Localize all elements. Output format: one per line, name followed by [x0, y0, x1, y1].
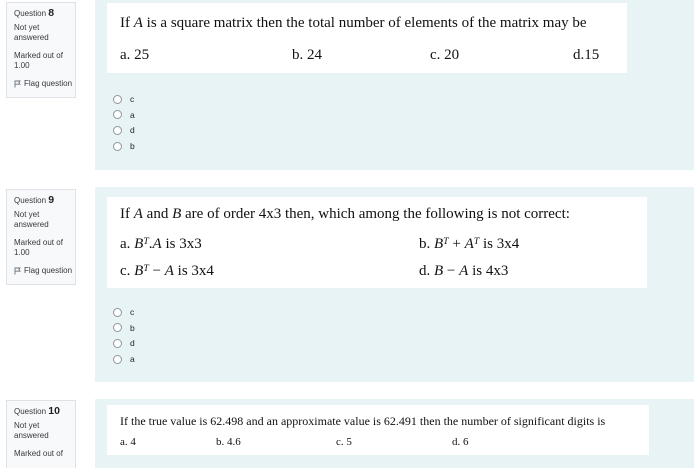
question-8-info [6, 2, 76, 98]
question-number [14, 406, 75, 417]
mark-line-1: Marked out of [14, 238, 63, 247]
answer-option-d[interactable] [113, 336, 135, 350]
state-line-2: answered [14, 33, 49, 42]
radio-button[interactable] [113, 110, 122, 119]
mark-line-2: 1.00 [14, 61, 30, 70]
radio-button[interactable] [113, 308, 122, 317]
question-number-value: 9 [48, 194, 55, 206]
question-10-content [95, 399, 694, 468]
question-8-content [95, 0, 694, 170]
question-10-image [107, 405, 649, 455]
answer-label: c [130, 94, 135, 104]
option-b: b. 4.6 [216, 436, 241, 448]
state-line-1: Not yet [14, 23, 40, 32]
answer-options [113, 92, 135, 155]
question-number-label: Question [14, 407, 47, 416]
question-number-label: Question [14, 196, 47, 205]
question-9-info [6, 189, 76, 285]
answer-option-d[interactable] [113, 123, 135, 137]
state-line-2: answered [14, 431, 49, 440]
radio-button[interactable] [113, 355, 122, 364]
radio-button[interactable] [113, 339, 122, 348]
question-number [14, 195, 75, 206]
state-line-2: answered [14, 220, 49, 229]
flag-question-link[interactable] [14, 79, 75, 89]
question-8-image [107, 3, 627, 73]
radio-button[interactable] [113, 126, 122, 135]
question-text: If A is a square matrix then the total number of elements of the matrix may be [120, 15, 587, 31]
option-a: a. $B^T.A$ is 3x3 [120, 236, 202, 252]
state-line-1: Not yet [14, 421, 40, 430]
answer-option-c[interactable] [113, 92, 135, 106]
option-d: d. 6 [452, 436, 469, 448]
question-number-label: Question [14, 9, 47, 18]
answer-option-a[interactable] [113, 108, 135, 122]
answer-label: b [130, 322, 135, 333]
answer-option-c[interactable] [113, 305, 135, 319]
question-state [14, 210, 75, 230]
question-10-info [6, 400, 76, 468]
flag-question-link[interactable] [14, 266, 75, 276]
option-c: c. $B^T - A$ is 3x4 [120, 263, 214, 279]
answer-label: c [130, 307, 135, 317]
answer-label: a [130, 109, 135, 120]
answer-options [113, 305, 135, 368]
flag-icon [14, 80, 21, 88]
option-d: d.15 [573, 47, 600, 63]
option-b: b. 24 [292, 47, 322, 63]
option-a: a. 25 [120, 47, 150, 63]
radio-button[interactable] [113, 95, 122, 104]
option-d: d. B − A is 4x3 [419, 263, 509, 279]
question-number-value: 8 [48, 7, 55, 19]
question-mark [14, 51, 75, 71]
option-c: c. 20 [430, 47, 460, 63]
answer-label: a [130, 354, 135, 365]
option-a: a. 4 [120, 436, 136, 448]
question-mark [14, 238, 75, 258]
mark-line-2: 1.00 [14, 248, 30, 257]
answer-label: d [130, 125, 135, 136]
answer-option-b[interactable] [113, 139, 135, 153]
mark-line-1: Marked out of [14, 449, 63, 458]
question-mark [14, 449, 75, 459]
question-9-content [95, 187, 694, 382]
question-state [14, 421, 75, 441]
flag-question-label: Flag question [24, 266, 73, 275]
answer-label: d [130, 338, 135, 349]
answer-label: b [130, 141, 135, 152]
question-9-image [107, 197, 647, 288]
question-text: If A and B are of order 4x3 then, which among the following is not correct: [120, 206, 570, 222]
question-number [14, 8, 75, 19]
option-c: c. 5 [336, 436, 352, 448]
mark-line-1: Marked out of [14, 51, 63, 60]
answer-option-a[interactable] [113, 352, 135, 366]
radio-button[interactable] [113, 142, 122, 151]
state-line-1: Not yet [14, 210, 40, 219]
radio-button[interactable] [113, 323, 122, 332]
option-b: b. $B^T + A^T$ is 3x4 [419, 236, 520, 252]
flag-icon [14, 267, 21, 275]
question-text: If the true value is 62.498 and an approximate value is 62.491 then the number of significant digits is [120, 414, 606, 428]
answer-option-b[interactable] [113, 321, 135, 335]
question-number-value: 10 [48, 405, 60, 417]
flag-question-label: Flag question [24, 79, 73, 88]
question-state [14, 23, 75, 43]
